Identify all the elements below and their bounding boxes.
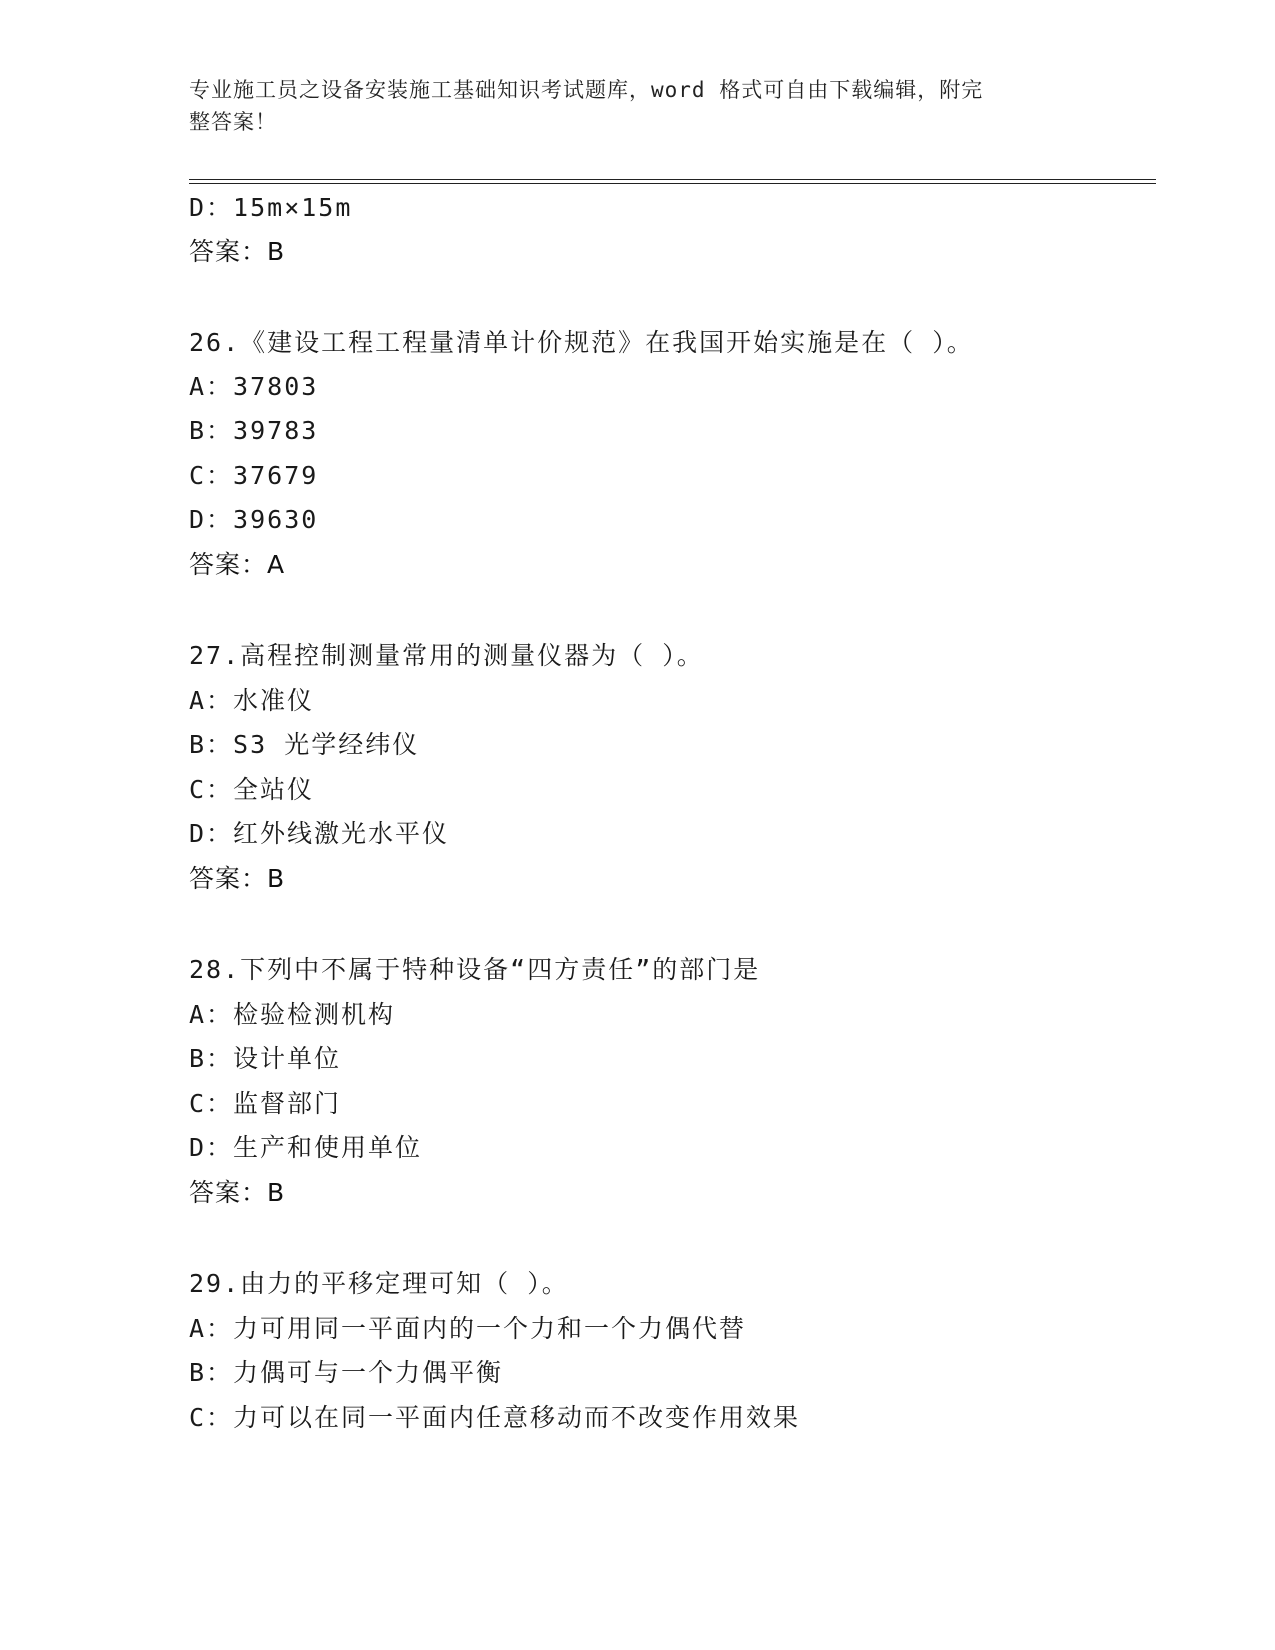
- q27-option-d: D：红外线激光水平仪: [189, 819, 450, 848]
- q26-question: 26.《建设工程工程量清单计价规范》在我国开始实施是在（ ）。: [189, 328, 974, 357]
- q26-answer: 答案：A: [189, 550, 286, 579]
- q29-question: 29.由力的平移定理可知（ ）。: [189, 1269, 569, 1298]
- q27-option-b: B：S3 光学经纬仪: [189, 730, 420, 759]
- header-rule-bottom: [189, 183, 1156, 184]
- q27-option-c: C：全站仪: [189, 775, 315, 804]
- header-rule-top: [189, 179, 1156, 180]
- q26-option-b: B：39783: [189, 416, 319, 445]
- q28-option-a: A：检验检测机构: [189, 1000, 396, 1029]
- q28-question: 28.下列中不属于特种设备“四方责任”的部门是: [189, 955, 761, 984]
- q28-answer: 答案：B: [189, 1178, 286, 1207]
- q28-option-b: B：设计单位: [189, 1044, 342, 1073]
- q27-option-a: A：水准仪: [189, 686, 315, 715]
- q26-option-d: D：39630: [189, 505, 319, 534]
- q29-option-b: B：力偶可与一个力偶平衡: [189, 1358, 504, 1387]
- q28-option-d: D：生产和使用单位: [189, 1133, 423, 1162]
- prev-option-d: D：15m×15m: [189, 193, 353, 222]
- q26-option-a: A：37803: [189, 372, 319, 401]
- q29-option-c: C：力可以在同一平面内任意移动而不改变作用效果: [189, 1403, 801, 1432]
- header-line-2: 整答案！: [189, 110, 277, 134]
- q27-answer: 答案：B: [189, 864, 286, 893]
- header-line-1: 专业施工员之设备安装施工基础知识考试题库，word 格式可自由下载编辑，附完: [189, 78, 984, 102]
- q27-question: 27.高程控制测量常用的测量仪器为（ ）。: [189, 641, 704, 670]
- document-header: [189, 74, 1069, 138]
- q28-option-c: C：监督部门: [189, 1089, 342, 1118]
- q26-option-c: C：37679: [189, 461, 319, 490]
- prev-answer: 答案：B: [189, 237, 286, 266]
- q29-option-a: A：力可用同一平面内的一个力和一个力偶代替: [189, 1314, 747, 1343]
